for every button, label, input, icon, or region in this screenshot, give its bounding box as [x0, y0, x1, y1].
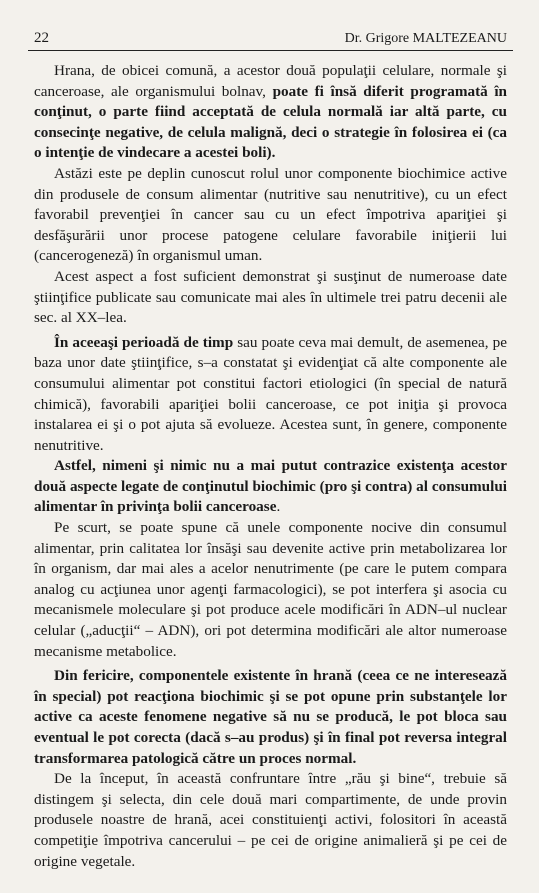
header-rule: [28, 50, 513, 51]
text-run: Astăzi este pe deplin cunoscut rolul unor componente biochimice active din produsele de consum alimentar (nutritive sau nenutritive), cu un efect favorabil prevenţiei în cancer sau cu un efect împotriva apariţiei şi desfăşurării unor procese patogene celulare favorabile iniţierii lui (cancerogeneză) în organismul uman.: [34, 164, 507, 265]
paragraph: [34, 267, 507, 329]
paragraph: [34, 518, 507, 662]
text-run: sau poate ceva mai demult, de asemenea, pe baza unor date ştiinţifice, s–a constatat şi evidenţiat că alte componente ale consumului alimentar pot constitui factori etiologici (în special de natură chimică), favorabili apariţiei bolii canceroase, ce pot iniţia şi provoca instalarea ei şi o pot ajuta să evolueze. Acestea sunt, în genere, componente nenutritive.: [34, 333, 507, 454]
running-header: [28, 30, 513, 47]
text-run: Pe scurt, se poate spune că unele componente nocive din consumul alimentar, prin calitatea lor însăşi sau devenite active prin metabolizarea lor în organism, dar mai ales a acelor nenutrimente (pe care le putem compara analog cu acţiunea unor agenţi farmacologici), se pot interfera şi asocia cu mecanismele moleculare şi pot produce acele modificări în ADN–ul nuclear celular („aducţii“ – ADN), ori pot determina modificări ale altor numeroase mecanisme metabolice.: [34, 519, 507, 660]
text-run: .: [276, 498, 281, 516]
text-run: De la început, în această confruntare între „rău şi bine“, trebuie să distingem şi selecta, din cele două mari compartimente, de unde provin produsele noastre de hrană, acei constituienţi activi, folositori în această competiţie împotriva cancerului – pe cei de origine animalieră şi pe cei de origine vegetale.: [34, 770, 507, 870]
bold-text-run: Astfel, nimeni şi nimic nu a mai putut contrazice existenţa acestor două aspecte legate de conţinutul biochimic (pro şi contra) al consumului alimentar în privinţa bolii canceroase: [34, 457, 507, 516]
paragraph: [34, 164, 507, 267]
paragraph: [34, 769, 507, 872]
paragraph: [34, 456, 507, 518]
page-number: 22: [34, 30, 49, 46]
bold-text-run: poate fi însă diferit programată în conţinut, o parte fiind acceptată de celula normală iar altă parte, cu consecinţe negative, de celula malignă, deci o strategie în folosirea ei (ca o intenţie de vindecare a acestei boli).: [34, 82, 507, 162]
text-run: Acest aspect a fost suficient demonstrat şi susţinut de numeroase date ştiinţifice publicate sau comunicate mai ales în ultimele trei patru decenii ale sec. al XX–lea.: [34, 267, 507, 327]
bold-text-run: În aceeaşi perioadă de timp: [54, 333, 234, 351]
body-text: [28, 61, 513, 872]
paragraph: [34, 666, 507, 769]
paragraph: [34, 61, 507, 164]
bold-text-run: Din fericire, componentele existente în hrană (ceea ce ne interesează în special) pot reacţiona biochimic şi se pot opune prin substanţele lor active ca aceste fenomene negative să nu se producă, le pot bloca sau eventual le pot corecta (dacă s–au produs) şi în final pot reversa integral transformarea patologică către un proces normal.: [34, 667, 507, 767]
text-run: Hrana, de obicei comună, a acestor două populaţii celulare, normale şi canceroase, ale organismului bolnav,: [34, 62, 507, 100]
paragraph: [34, 333, 507, 457]
running-header-author: Dr. Grigore MALTEZEANU: [344, 31, 507, 46]
